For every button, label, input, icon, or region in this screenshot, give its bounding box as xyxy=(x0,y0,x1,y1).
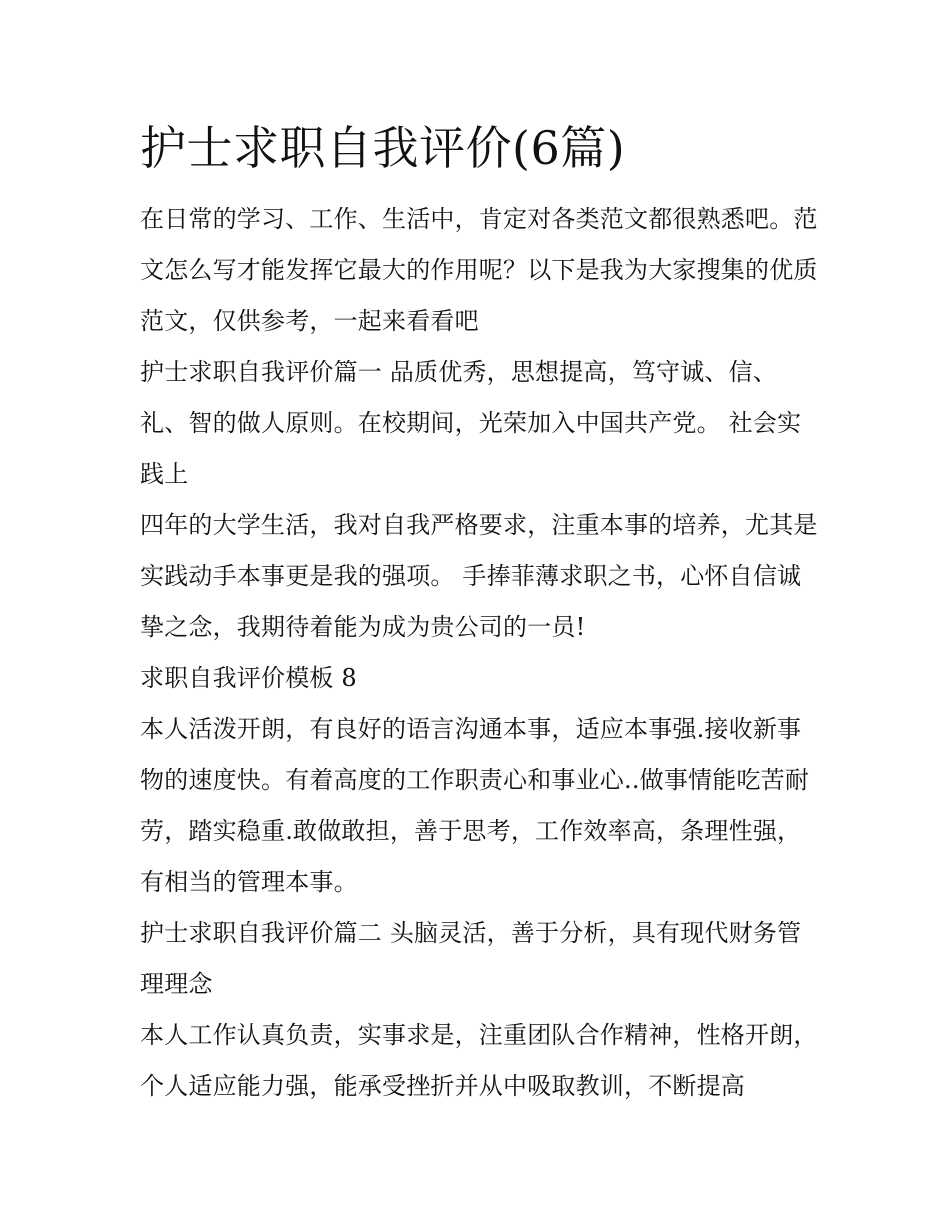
section-one-paragraph: 护士求职自我评价篇一 品质优秀，思想提高，笃守诚、信、礼、智的做人原则。在校期间，光荣加入中国共产党。 社会实践上 xyxy=(140,358,802,488)
section-two-paragraph: 护士求职自我评价篇二 头脑灵活，善于分析，具有现代财务管理理念 xyxy=(140,919,802,998)
template-paragraph: 本人活泼开朗，有良好的语言沟通本事，适应本事强.接收新事物的速度快。有着高度的工作职责心和事业心..做事情能吃苦耐劳，踏实稳重.敢做敢担，善于思考，工作效率高，条理性强，有相当的管理本事。 xyxy=(140,715,810,896)
document-body xyxy=(140,112,820,1112)
work-attitude-paragraph: 本人工作认真负责，实事求是，注重团队合作精神，性格开朗，个人适应能力强，能承受挫折并从中吸取教训，不断提高 xyxy=(140,1021,818,1100)
college-life-paragraph: 四年的大学生活，我对自我严格要求，注重本事的培养，尤其是实践动手本事更是我的强项。 手捧菲薄求职之书，心怀自信诚挚之念，我期待着能为成为贵公司的一员! xyxy=(140,511,818,641)
document-title: 护士求职自我评价(6篇) xyxy=(140,121,626,175)
intro-paragraph: 在日常的学习、工作、生活中，肯定对各类范文都很熟悉吧。范文怎么写才能发挥它最大的作用呢？以下是我为大家搜集的优质范文，仅供参考，一起来看看吧 xyxy=(140,205,818,335)
template-heading: 求职自我评价模板 8 xyxy=(140,664,357,692)
